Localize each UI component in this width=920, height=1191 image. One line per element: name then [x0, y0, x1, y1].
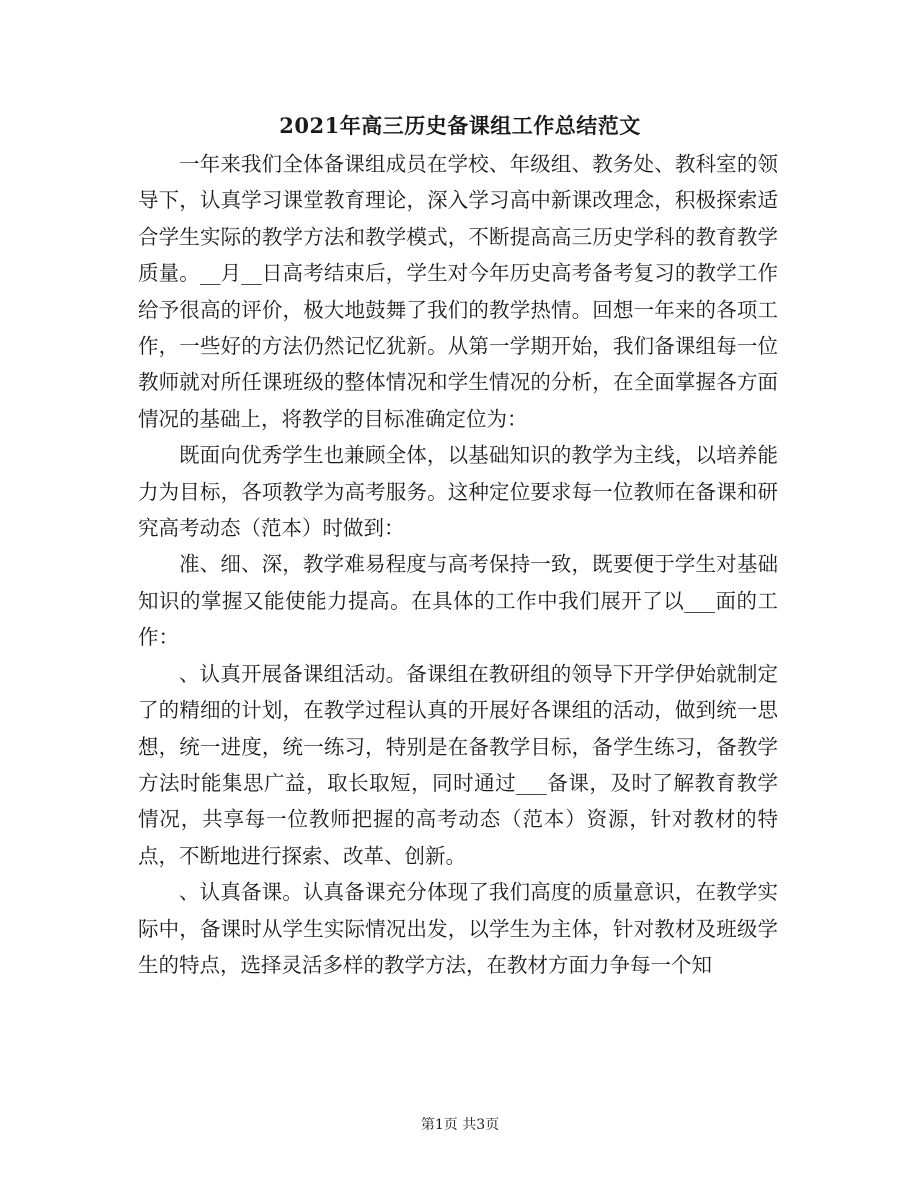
paragraph-group-activities: 、认真开展备课组活动。备课组在教研组的领导下开学伊始就制定了的精细的计划，在教学过程认真的开展好各课组的活动，做到统一思想，统一进度，统一练习，特别是在备教学目标，备学生练习，备教学方法时能集思广益，取长取短，同时通过___备课，及时了解教育教学情况，共享每一位教师把握的高考动态（范本）资源，针对教材的特点，不断地进行探索、改革、创新。: [138, 661, 778, 868]
paragraph-intro: 一年来我们全体备课组成员在学校、年级组、教务处、教科室的领导下，认真学习课堂教育理论，深入学习高中新课改理念，积极探索适合学生实际的教学方法和教学模式，不断提高高三历史学科的教育教学质量。__月__日高考结束后，学生对今年历史高考备考复习的教学工作给予很高的评价，极大地鼓舞了我们的教学热情。回想一年来的各项工作，一些好的方法仍然记忆犹新。从第一学期开始，我们备课组每一位教师就对所任课班级的整体情况和学生情况的分析，在全面掌握各方面情况的基础上，将教学的目标准确定位为：: [138, 152, 778, 431]
document-body: [138, 146, 778, 983]
paragraph-requirements: 准、细、深，教学难易程度与高考保持一致，既要便于学生对基础知识的掌握又能使能力提高。在具体的工作中我们展开了以___面的工作：: [138, 552, 778, 650]
page-number-footer: 第1页 共3页: [420, 1117, 500, 1133]
paragraph-lesson-prep: 、认真备课。认真备课充分体现了我们高度的质量意识，在教学实际中，备课时从学生实际情况出发，以学生为主体，针对教材及班级学生的特点，选择灵活多样的教学方法，在教材方面力争每一个知: [138, 880, 778, 977]
paragraph-positioning: 既面向优秀学生也兼顾全体，以基础知识的教学为主线，以培养能力为目标，各项教学为高考服务。这种定位要求每一位教师在备课和研究高考动态（范本）时做到：: [138, 443, 778, 541]
document-title: 2021年高三历史备课组工作总结范文: [279, 113, 641, 138]
